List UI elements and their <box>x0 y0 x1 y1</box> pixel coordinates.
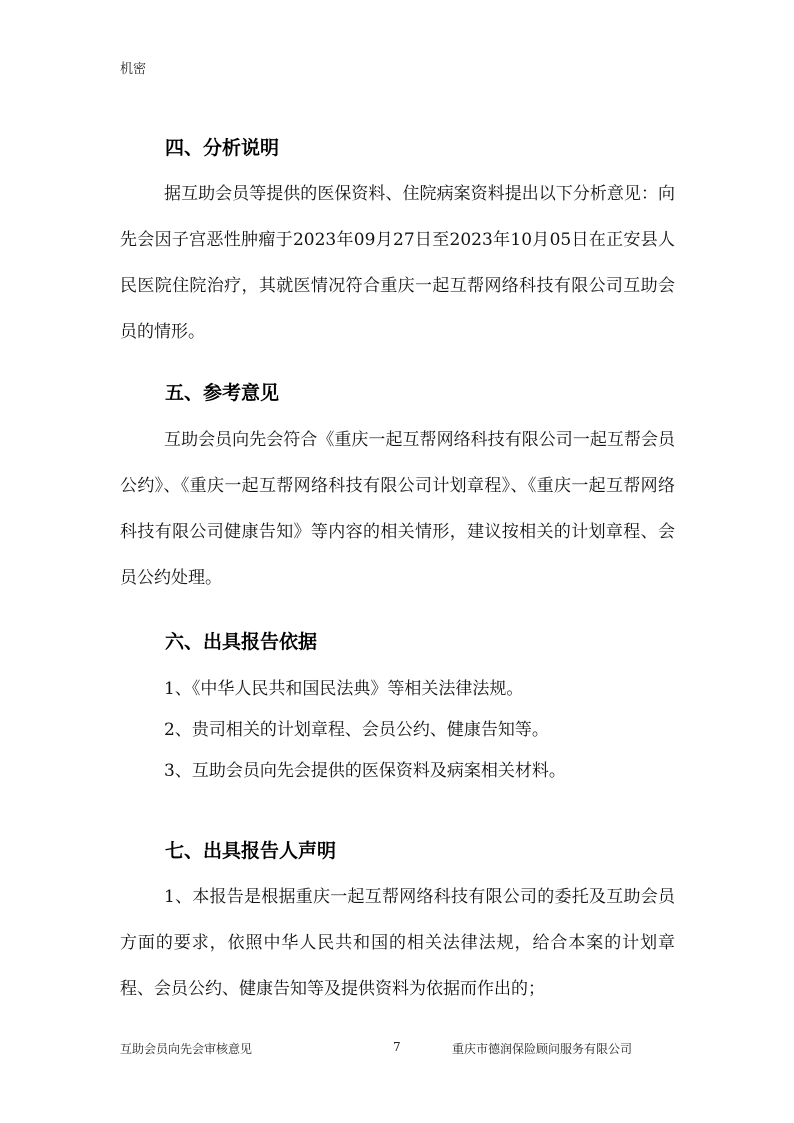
footer-doc-title: 互助会员向先会审核意见 <box>120 1042 253 1056</box>
footer-company-name: 重庆市德润保险顾问服务有限公司 <box>452 1042 633 1056</box>
basis-item: 3、互助会员向先会提供的医保资料及病案相关材料。 <box>164 761 566 781</box>
analysis-paragraph <box>120 171 675 355</box>
analysis-paragraph-text: 据互助会员等提供的医保资料、住院病案资料提出以下分析意见：向先会因子宫恶性肿瘤于2023年09月27日至2023年10月05日在正安县人民医院住院治疗，其就医情况符合重庆一起互帮网络科技有限公司互助会员的情形。 <box>120 184 675 342</box>
basis-item: 1、《中华人民共和国民法典》等相关法律法规。 <box>164 679 524 699</box>
section-heading-opinion: 五、参考意见 <box>165 382 280 404</box>
footer-page-number: 7 <box>393 1040 401 1054</box>
declaration-paragraph-text: 1、本报告是根据重庆一起互帮网络科技有限公司的委托及互助会员方面的要求，依照中华人民共和国的相关法律法规，给合本案的计划章程、会员公约、健康告知等及提供资料为依据而作出的； <box>120 887 675 999</box>
section-heading-analysis: 四、分析说明 <box>165 137 280 159</box>
confidential-label: 机密 <box>120 62 147 77</box>
section-heading-declaration: 七、出具报告人声明 <box>165 840 337 862</box>
opinion-paragraph <box>120 417 675 601</box>
opinion-paragraph-text: 互助会员向先会符合《重庆一起互帮网络科技有限公司一起互帮会员公约》、《重庆一起互帮网络科技有限公司计划章程》、《重庆一起互帮网络科技有限公司健康告知》等内容的相关情形，建议按相关的计划章程、会员公约处理。 <box>120 430 675 588</box>
section-heading-basis: 六、出具报告依据 <box>165 631 318 653</box>
basis-item: 2、贵司相关的计划章程、会员公约、健康告知等。 <box>164 720 549 740</box>
declaration-paragraph <box>120 874 675 1012</box>
